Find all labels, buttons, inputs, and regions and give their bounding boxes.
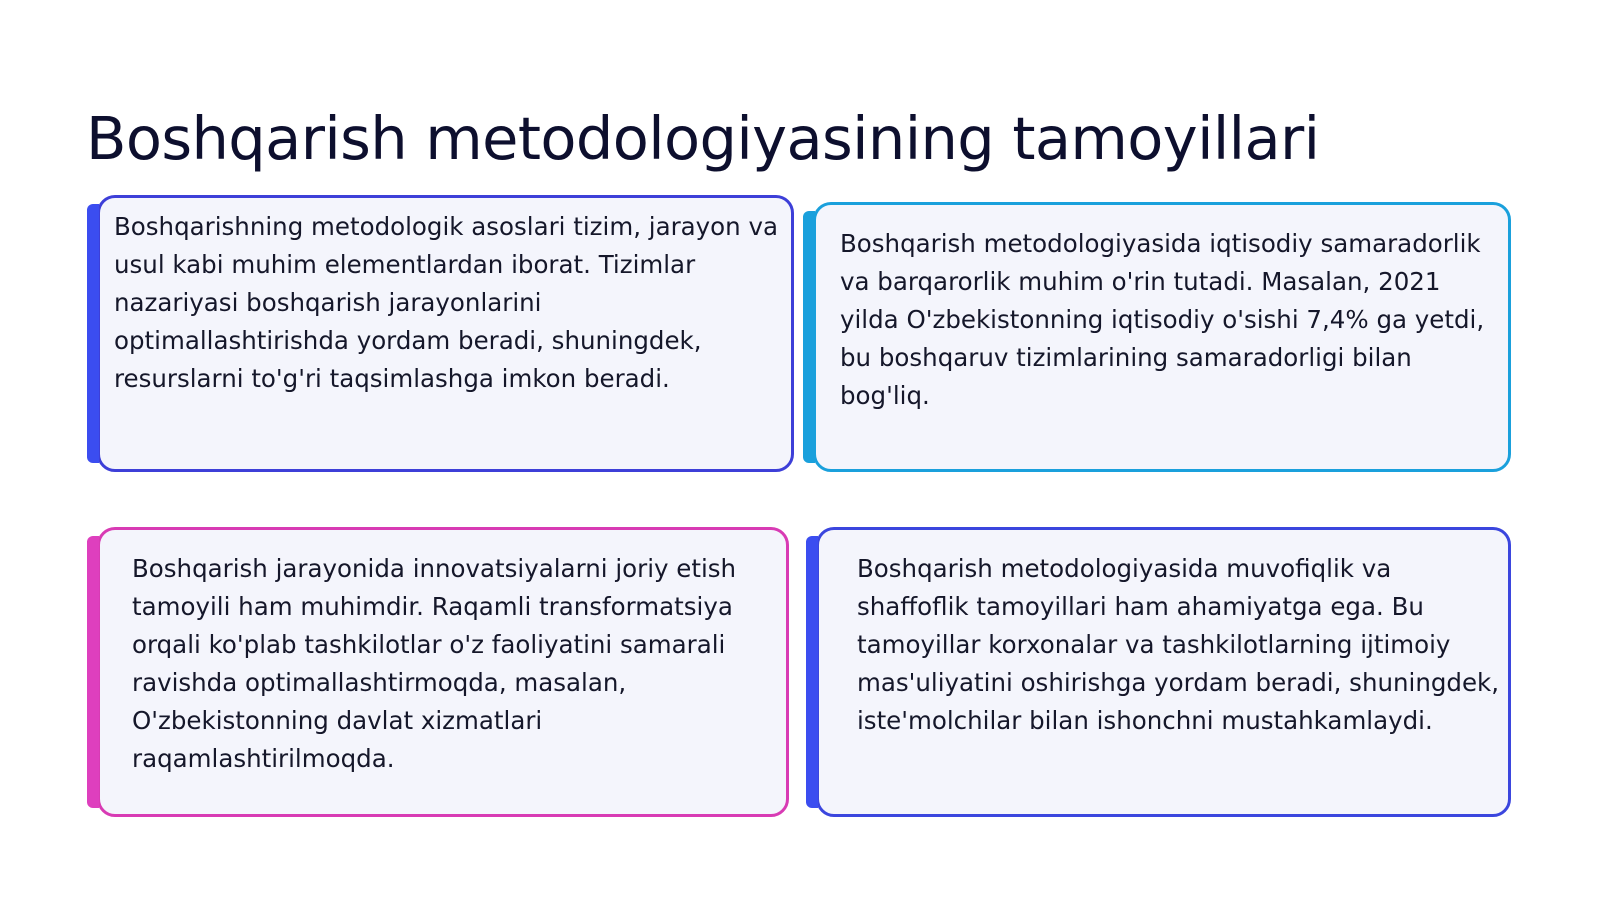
card-text: Boshqarishning metodologik asoslari tizim, jarayon va usul kabi muhim elementlardan iborat. Tizimlar nazariyasi boshqarish jarayonlarini optimallashtirishda yordam beradi, shuningdek, resurslarni to'g'ri taqsimlashga imkon beradi. xyxy=(114,212,779,393)
card-accent-stripe xyxy=(87,204,99,463)
card-accent-stripe xyxy=(87,536,99,808)
card-text: Boshqarish metodologiyasida muvofiqlik va shaffoflik tamoyillari ham ahamiyatga ega. Bu tamoyillar korxonalar va tashkilotlarning ijtimoiy mas'uliyatini oshirishga yordam beradi, shuningdek, iste'molchilar bilan ishonchni mustahkamlaydi. xyxy=(857,554,1500,735)
principle-card-compliance-transparency xyxy=(816,527,1511,817)
principle-card-systems xyxy=(97,195,794,472)
card-accent-stripe xyxy=(803,211,815,463)
card-text: Boshqarish metodologiyasida iqtisodiy samaradorlik va barqarorlik muhim o'rin tutadi. Masalan, 2021 yilda O'zbekistonning iqtisodiy o'sishi 7,4% ga yetdi, bu boshqaruv tizimlarining samaradorligi bilan bog'liq. xyxy=(840,229,1485,410)
slide-title: Boshqarish metodologiyasining tamoyillari xyxy=(86,104,1320,173)
principle-card-economic-efficiency xyxy=(813,202,1511,472)
card-text: Boshqarish jarayonida innovatsiyalarni joriy etish tamoyili ham muhimdir. Raqamli transformatsiya orqali ko'plab tashkilotlar o'z faoliyatini samarali ravishda optimallashtirmoqda, masalan, O'zbekistonning davlat xizmatlari raqamlashtirilmoqda. xyxy=(132,554,737,773)
principle-card-innovation xyxy=(97,527,789,817)
card-accent-stripe xyxy=(806,536,818,808)
